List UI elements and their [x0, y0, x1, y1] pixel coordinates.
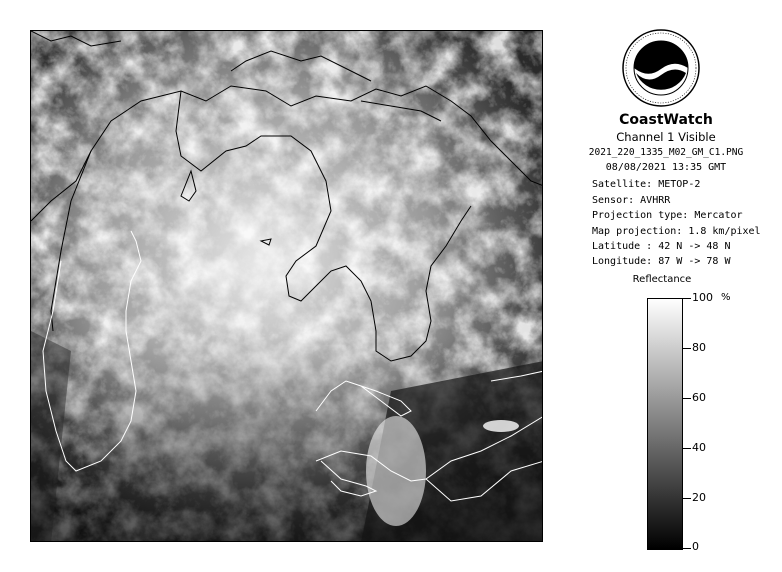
- colorbar-tick: [683, 398, 691, 399]
- acquisition-datetime: 08/08/2021 13:35 GMT: [605, 162, 727, 173]
- noaa-logo-icon: [622, 29, 700, 107]
- colorbar-tick-label: 0: [692, 540, 699, 553]
- reflectance-colorbar: [647, 298, 683, 550]
- projection-type: Projection type: Mercator: [592, 210, 743, 221]
- satellite-image-canvas: [31, 31, 543, 542]
- sensor-name: Sensor: AVHRR: [592, 195, 671, 206]
- colorbar-unit: %: [721, 292, 731, 303]
- colorbar-tick: [683, 498, 691, 499]
- colorbar-tick-label: 40: [692, 441, 706, 454]
- satellite-name: Satellite: METOP-2: [592, 179, 701, 190]
- colorbar-tick-label: 60: [692, 391, 706, 404]
- colorbar-tick: [683, 448, 691, 449]
- colorbar-tick: [683, 348, 691, 349]
- colorbar-label: Reflectance: [632, 274, 692, 285]
- product-title: CoastWatch: [619, 112, 713, 128]
- colorbar-tick-label: 80: [692, 341, 706, 354]
- colorbar-tick: [683, 548, 691, 549]
- colorbar-tick-label: 100: [692, 291, 713, 304]
- image-filename: 2021_220_1335_M02_GM_C1.PNG: [588, 147, 744, 158]
- map-projection: Map projection: 1.8 km/pixel: [592, 226, 761, 237]
- channel-subtitle: Channel 1 Visible: [616, 130, 716, 144]
- longitude-range: Longitude: 87 W -> 78 W: [592, 256, 731, 267]
- colorbar-tick: [683, 298, 691, 299]
- satellite-image: [30, 30, 543, 542]
- latitude-range: Latitude : 42 N -> 48 N: [592, 241, 731, 252]
- colorbar-tick-label: 20: [692, 491, 706, 504]
- noaa-logo: [622, 29, 700, 107]
